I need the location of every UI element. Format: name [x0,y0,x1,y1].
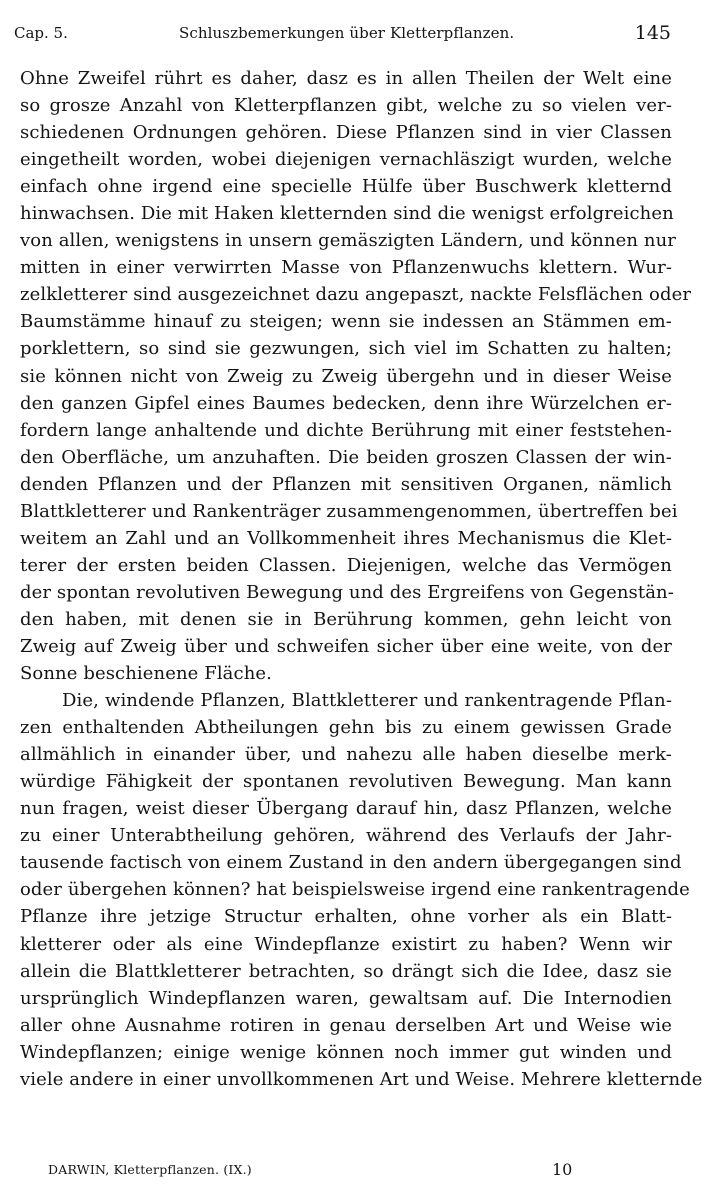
running-title: Schluszbemerkungen über Kletterpflanzen. [179,24,515,42]
text-line: den Oberfläche, um anzuhaften. Die beiden groszen Classen der win- [20,446,672,468]
text-line: Blattkletterer und Rankenträger zusammengenommen, übertreffen bei [20,500,678,522]
text-line: zen enthaltenden Abtheilungen gehn bis zu einem gewissen Grade [20,717,672,739]
text-line: weitem an Zahl und an Vollkommenheit ihres Mechanismus die Klet- [20,527,672,549]
text-line: den haben, mit denen sie in Berührung kommen, gehn leicht von [20,608,672,630]
text-line: so grosze Anzahl von Kletterpflanzen gibt, welche zu so vielen ver- [20,95,672,117]
text-line: oder übergehen können? hat beispielsweise irgend eine rankentragende [20,879,690,901]
page-number: 145 [634,22,671,44]
text-line: würdige Fähigkeit der spontanen revolutiven Bewegung. Man kann [20,771,672,793]
text-line: Pflanze ihre jetzige Structur erhalten, ohne vorher als ein Blatt- [20,906,672,928]
text-line: allmählich in einander über, und nahezu alle haben dieselbe merk- [20,744,672,766]
text-line: fordern lange anhaltende und dichte Berührung mit einer feststehen- [20,419,672,441]
text-line: aller ohne Ausnahme rotiren in genau derselben Art und Weise wie [20,1014,672,1036]
text-line: tausende factisch von einem Zustand in den andern übergegangen sind [20,852,682,874]
text-line: sie können nicht von Zweig zu Zweig übergehn und in dieser Weise [20,365,672,387]
text-line: zelkletterer sind ausgezeichnet dazu angepaszt, nackte Felsflächen oder [20,284,692,306]
text-line: mitten in einer verwirrten Masse von Pflanzenwuchs klettern. Wur- [20,257,672,279]
text-line: Sonne beschienene Fläche. [20,663,272,685]
text-line: terer der ersten beiden Classen. Diejenigen, welche das Vermögen [20,554,672,576]
sheet-number: 10 [552,1160,573,1179]
printer-signature: DARWIN, Kletterpflanzen. (IX.) [48,1162,252,1177]
paragraph [20,65,692,687]
text-line: nun fragen, weist dieser Übergang darauf hin, dasz Pflanzen, welche [20,798,672,820]
text-line: Windepflanzen; einige wenige können noch immer gut winden und [20,1041,672,1063]
text-line: ursprünglich Windepflanzen waren, gewaltsam auf. Die Internodien [20,987,672,1009]
text-line: schiedenen Ordnungen gehören. Diese Pflanzen sind in vier Classen [20,122,672,144]
text-line: von allen, wenigstens in unsern gemäszigten Ländern, und können nur [20,230,677,252]
chapter-label: Cap. 5. [14,24,68,42]
paragraph [20,687,703,1093]
text-line: allein die Blattkletterer betrachten, so drängt sich die Idee, dasz sie [20,960,672,982]
text-line: porklettern, so sind sie gezwungen, sich viel im Schatten zu halten; [20,338,672,360]
text-line: hinwachsen. Die mit Haken kletternden sind die wenigst erfolgreichen [20,203,674,225]
body-text [20,65,703,1093]
text-line: der spontan revolutiven Bewegung und des Ergreifens von Gegenstän- [20,581,674,603]
text-line: Die, windende Pflanzen, Blattkletterer und rankentragende Pflan- [62,690,672,712]
page-footer [48,1162,608,1182]
running-header [14,20,671,48]
text-line: kletterer oder als eine Windepflanze existirt zu haben? Wenn wir [20,933,672,955]
text-line: Ohne Zweifel rührt es daher, dasz es in allen Theilen der Welt eine [20,68,672,89]
text-line: viele andere in einer unvollkommenen Art und Weise. Mehrere kletternde [20,1068,703,1090]
text-line: einfach ohne irgend eine specielle Hülfe über Buschwerk kletternd [20,176,672,198]
text-line: denden Pflanzen und der Pflanzen mit sensitiven Organen, nämlich [20,473,672,495]
text-line: eingetheilt worden, wobei diejenigen vernachläszigt wurden, welche [20,149,672,171]
text-line: zu einer Unterabtheilung gehören, während des Verlaufs der Jahr- [20,825,672,847]
text-line: Baumstämme hinauf zu steigen; wenn sie indessen an Stämmen em- [20,311,672,333]
text-line: Zweig auf Zweig über und schweifen sicher über eine weite, von der [20,635,672,657]
text-line: den ganzen Gipfel eines Baumes bedecken, denn ihre Würzelchen er- [20,392,672,414]
